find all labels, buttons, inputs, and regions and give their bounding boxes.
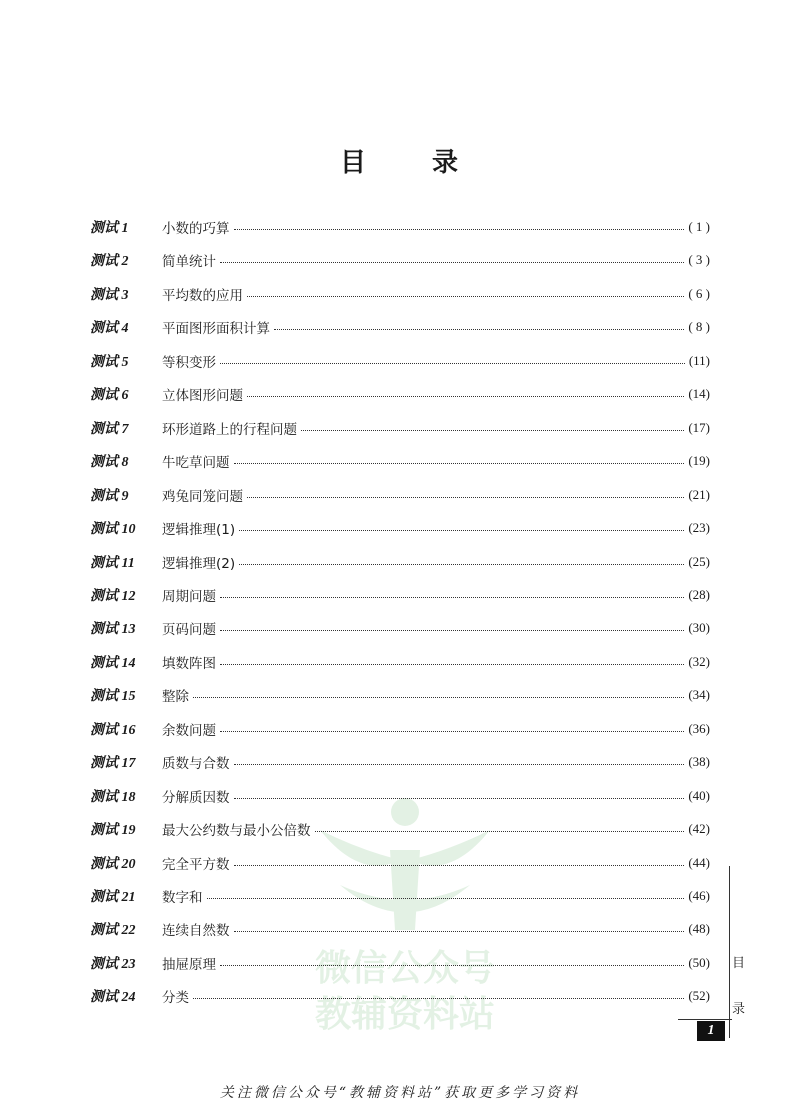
page-title <box>0 142 800 179</box>
toc-entry-page: (44) <box>688 854 710 870</box>
toc-entry-number: 测试 24 <box>90 990 136 1006</box>
toc-entry-page: ( 1 ) <box>688 219 710 234</box>
toc-entry-title: 质数与合数 <box>162 756 230 773</box>
toc-entry[interactable] <box>90 981 710 1011</box>
toc-entry-number: 测试 9 <box>90 488 129 504</box>
toc-leader-dots <box>234 228 685 230</box>
toc-leader-dots <box>239 529 684 531</box>
toc-entry-page: (50) <box>688 954 710 970</box>
toc-entry-number: 测试 16 <box>90 722 136 738</box>
toc-entry[interactable] <box>90 279 710 309</box>
toc-entry-number: 测试 21 <box>90 890 136 905</box>
toc-entry-number: 测试 5 <box>90 354 129 370</box>
toc-entry[interactable] <box>90 547 710 577</box>
toc-entry-page: ( 8 ) <box>688 319 710 335</box>
toc-entry[interactable] <box>90 747 710 777</box>
toc-entry-page: (19) <box>688 453 710 469</box>
watermark-text-2: 教辅资料站 <box>314 994 495 1035</box>
toc-entry[interactable] <box>90 781 710 811</box>
toc-entry-title: 简单统计 <box>162 254 216 271</box>
page-number-rule <box>678 1019 732 1020</box>
toc-entry-title: 整除 <box>162 689 189 706</box>
toc-entry-title: 最大公约数与最小公倍数 <box>162 823 311 840</box>
toc-entry[interactable] <box>90 613 710 643</box>
toc-entry-page: (30) <box>688 620 710 636</box>
toc-entry-title: 完全平方数 <box>162 856 230 873</box>
toc-entry[interactable] <box>90 580 710 610</box>
toc-entry-title: 填数阵图 <box>162 655 216 672</box>
toc-entry-number: 测试 23 <box>90 956 136 972</box>
toc-entry[interactable] <box>90 848 710 878</box>
toc-entry-number: 测试 18 <box>90 789 136 805</box>
toc-leader-dots <box>193 997 684 999</box>
toc-leader-dots <box>234 462 685 464</box>
toc-leader-dots <box>220 964 684 966</box>
title-char-1: 目 <box>339 148 368 178</box>
toc-entry-title: 分类 <box>162 990 189 1007</box>
toc-entry[interactable] <box>90 480 710 510</box>
toc-leader-dots <box>220 730 684 732</box>
toc-entry-title: 环形道路上的行程问题 <box>162 421 297 438</box>
toc-entry-title: 周期问题 <box>162 588 216 605</box>
toc-entry-title: 抽屉原理 <box>162 956 216 973</box>
toc-entry-title: 小数的巧算 <box>162 221 230 237</box>
toc-entry-page: (52) <box>688 988 710 1004</box>
toc-entry[interactable] <box>90 881 710 911</box>
toc-entry-title: 分解质因数 <box>162 789 230 806</box>
toc-leader-dots <box>220 663 684 665</box>
toc-entry-page: (25) <box>688 553 710 569</box>
page-number: 1 <box>697 1021 725 1041</box>
toc-entry-number: 测试 15 <box>90 689 136 705</box>
toc-entry[interactable] <box>90 914 710 944</box>
toc-leader-dots <box>301 429 684 431</box>
toc-entry-number: 测试 6 <box>90 388 129 404</box>
toc-entry[interactable] <box>90 714 710 744</box>
toc-entry-title: 等积变形 <box>162 354 216 371</box>
toc-entry[interactable] <box>90 245 710 275</box>
toc-entry-page: (17) <box>688 419 710 435</box>
toc-entry-number: 测试 22 <box>90 923 136 939</box>
side-tab-char-1: 目 <box>732 956 746 971</box>
toc-leader-dots <box>234 930 685 932</box>
toc-entry-number: 测试 13 <box>90 622 136 638</box>
toc-entry-page: ( 6 ) <box>688 285 710 301</box>
toc-entry[interactable] <box>90 948 710 978</box>
toc-leader-dots <box>239 563 684 565</box>
toc-entry-number: 测试 17 <box>90 756 136 772</box>
side-tab-divider <box>729 866 730 1038</box>
toc-entry-page: (28) <box>688 586 710 602</box>
toc-entry[interactable] <box>90 814 710 844</box>
toc-entry[interactable] <box>90 513 710 543</box>
toc-entry-title: 平均数的应用 <box>162 287 243 304</box>
watermark-text-1: 微信公众号 <box>314 948 495 989</box>
toc-entry-page: (48) <box>688 921 710 937</box>
toc-entry-page: (38) <box>688 754 710 770</box>
toc-entry-number: 测试 11 <box>90 555 135 571</box>
toc-entry[interactable] <box>90 647 710 677</box>
toc-leader-dots <box>274 328 684 330</box>
toc-entry-number: 测试 19 <box>90 823 136 839</box>
side-tab-char-2: 录 <box>732 1002 746 1017</box>
toc-entry-title: 平面图形面积计算 <box>162 321 270 338</box>
toc-leader-dots <box>234 797 685 799</box>
toc-entry-number: 测试 20 <box>90 856 136 872</box>
toc-entry-page: (36) <box>688 720 710 736</box>
toc-entry-page: ( 3 ) <box>688 252 710 268</box>
toc-entry-title: 立体图形问题 <box>162 388 243 405</box>
toc-entry-page: (40) <box>688 787 710 803</box>
toc-leader-dots <box>247 295 684 297</box>
toc-entry-page: (42) <box>688 821 710 837</box>
toc-entry-page: (21) <box>688 486 710 502</box>
toc-entry-page: (23) <box>688 520 710 536</box>
footer-note: 关注微信公众号“教辅资料站”获取更多学习资料 <box>219 1085 581 1101</box>
toc-entry-number: 测试 2 <box>90 254 129 270</box>
title-char-2: 录 <box>432 148 461 178</box>
toc-entry-number: 测试 12 <box>90 588 136 604</box>
toc-entry[interactable] <box>90 680 710 710</box>
toc-entry-number: 测试 4 <box>90 321 129 337</box>
toc-leader-dots <box>247 395 684 397</box>
toc-leader-dots <box>315 830 685 832</box>
toc-leader-dots <box>193 696 684 698</box>
toc-leader-dots <box>207 897 685 899</box>
toc-entry-page: (14) <box>688 386 710 402</box>
toc-entry-number: 测试 14 <box>90 655 136 671</box>
toc-entry-title: 余数问题 <box>162 722 216 739</box>
toc-entry-number: 测试 7 <box>90 421 129 437</box>
toc-entry-page: (34) <box>688 687 710 703</box>
toc-entry[interactable] <box>90 346 710 376</box>
toc-entry[interactable] <box>90 379 710 409</box>
toc-entry-title: 逻辑推理(1) <box>162 522 236 539</box>
toc-entry[interactable] <box>90 446 710 476</box>
toc-entry-number: 测试 8 <box>90 455 129 471</box>
toc-leader-dots <box>220 261 684 263</box>
toc-leader-dots <box>234 864 685 866</box>
toc-leader-dots <box>234 763 685 765</box>
toc-entry-title: 数字和 <box>162 890 203 906</box>
toc-entry-page: (46) <box>688 888 710 903</box>
toc-entry-number: 测试 1 <box>90 221 129 236</box>
toc-entry-title: 鸡兔同笼问题 <box>162 488 243 505</box>
toc-entry[interactable] <box>90 413 710 443</box>
toc-entry-title: 连续自然数 <box>162 923 230 940</box>
toc-entry-number: 测试 3 <box>90 287 129 303</box>
toc-entry[interactable] <box>90 212 710 242</box>
toc-leader-dots <box>220 596 684 598</box>
toc-entry-title: 逻辑推理(2) <box>162 555 236 572</box>
toc-leader-dots <box>247 496 684 498</box>
toc-entry-title: 牛吃草问题 <box>162 455 230 472</box>
toc-leader-dots <box>220 629 684 631</box>
toc-entry-title: 页码问题 <box>162 622 216 639</box>
toc-entry-page: (32) <box>688 653 710 669</box>
toc-entry[interactable] <box>90 312 710 342</box>
toc-entry-number: 测试 10 <box>90 522 136 538</box>
toc-entry-page: (11) <box>688 352 710 368</box>
toc-leader-dots <box>220 362 685 364</box>
